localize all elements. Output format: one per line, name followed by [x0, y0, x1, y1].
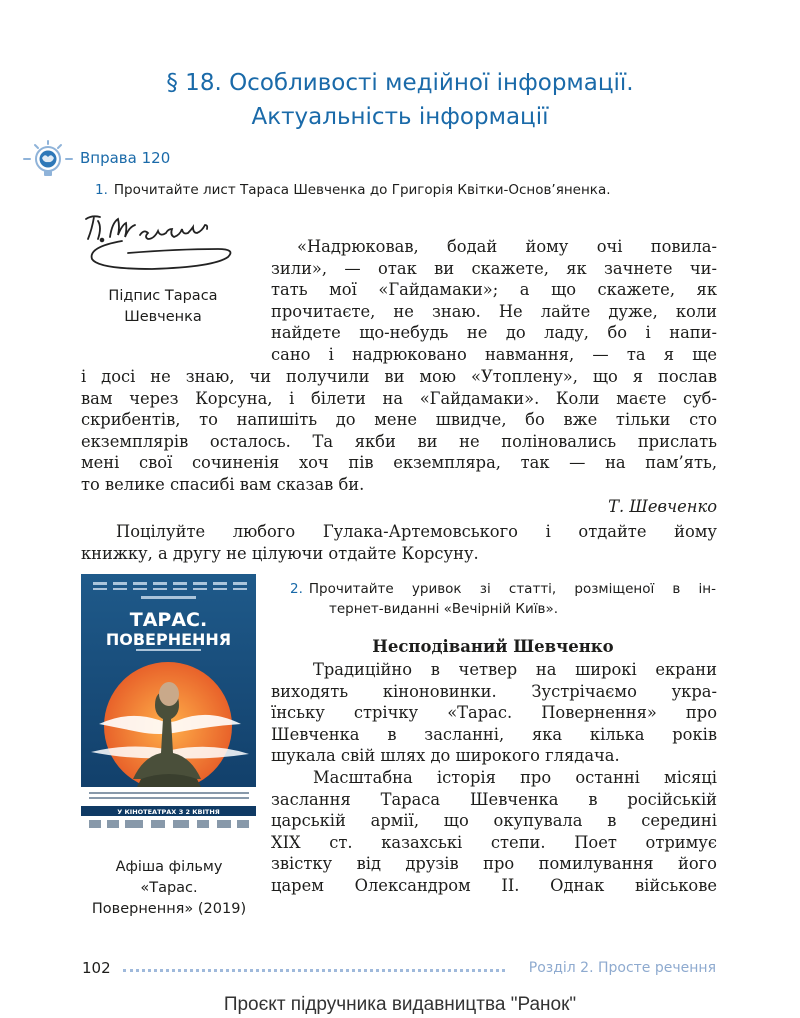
text-line: «Надрюковав, бодай йому очі повила- — [297, 237, 717, 256]
task-1-text: Прочитайте лист Тараса Шевченка до Григорія Квітки-Основ’яненка. — [113, 182, 611, 198]
task-2-line-2: тернет-виданні «Вечірній Київ». — [329, 601, 559, 617]
text-line: прочитаєте, не знаю. Не лайте дуже, коли — [271, 301, 717, 321]
task-1-number: 1. — [95, 182, 108, 198]
task-2-number: 2. — [290, 581, 303, 597]
letter-text-top — [271, 236, 717, 366]
letter-postscript — [81, 521, 717, 564]
shevchenko-signature-image — [82, 207, 244, 279]
text-line: сано і надрюковано навмання, — та я ще — [271, 344, 717, 364]
page-number: 102 — [82, 959, 111, 977]
text-line: мені свої сочиненія хоч пів екземпляра, так — на пам’ять, — [81, 453, 717, 473]
footer-section-title: Розділ 2. Просте речення — [528, 960, 716, 976]
exercise-label: Вправа 120 — [80, 149, 171, 167]
text-line: царем Олександром II. Однак військове — [271, 875, 717, 895]
text-line: тать мої «Гайдамаки»; а що скажете, як — [271, 280, 717, 300]
text-line: царській армії, що окупувала в середині — [271, 811, 717, 831]
poster-title-line-2: ПОВЕРНЕННЯ — [105, 630, 232, 649]
text-line: Традиційно в четвер на широкі екрани — [313, 660, 717, 679]
text-line: вам через Корсуна, і білети на «Гайдамаки». Коли маєте суб- — [81, 388, 717, 408]
article-heading: Несподіваний Шевченко — [372, 637, 614, 656]
text-line: Поцілуйте любого Гулака-Артемовського і отдайте йому — [116, 522, 717, 541]
text-line: їнську стрічку «Тарас. Повернення» про — [271, 703, 717, 723]
text-line: книжку, а другу не цілуючи отдайте Корсуну. — [81, 543, 479, 563]
page-title-line-1: § 18. Особливості медійної інформації. — [166, 70, 634, 96]
poster-caption-line-2: «Тарас. — [140, 880, 198, 896]
task-2 — [290, 579, 716, 619]
text-line: виходять кіноновинки. Зустрічаємо укра- — [271, 681, 717, 701]
text-line: і досі не знаю, чи получили ви мою «Утоплену», що я послав — [81, 367, 717, 386]
page-title-line-2: Актуальність інформації — [251, 104, 549, 130]
text-line: найдете що-небудь не до ладу, бо і напи- — [271, 323, 717, 343]
movie-poster-image — [81, 574, 256, 835]
poster-caption-line-3: Повернення» (2019) — [91, 901, 247, 917]
signature-caption-line-1: Підпис Тараса — [108, 288, 218, 304]
task-2-line-1: Прочитайте уривок зі статті, розміщеної в ін- — [308, 581, 716, 597]
task-1 — [95, 180, 611, 200]
poster-caption — [74, 857, 264, 920]
letter-signature: Т. Шевченко — [608, 497, 717, 516]
signature-caption-line-2: Шевченка — [124, 309, 202, 325]
bottom-note: Проєкт підручника видавництва "Ранок" — [223, 994, 577, 1015]
text-line: Масштабна історія про останні місяці — [313, 767, 717, 787]
signature-caption — [86, 286, 240, 328]
letter-text-bottom — [81, 366, 717, 496]
page-title — [0, 66, 800, 134]
footer-dotted-divider — [123, 969, 505, 972]
poster-release-text: У КІНОТЕАТРАХ З 2 КВІТНЯ — [117, 808, 220, 816]
article-text — [271, 659, 717, 897]
text-line: екземплярів осталось. Та якби ви не поліновались прислать — [81, 431, 717, 451]
text-line: зили», — отак ви скажете, як зачнете чи- — [271, 258, 717, 278]
poster-caption-line-1: Афіша фільму — [115, 859, 223, 875]
text-line: шукала свій шлях до широкого глядача. — [271, 746, 620, 766]
text-line: то велике спасибі вам сказав би. — [81, 474, 365, 494]
poster-title-line-1: ТАРАС. — [129, 609, 208, 631]
text-line: Шевченка в засланні, яка кілька років — [271, 724, 717, 744]
text-line: заслання Тараса Шевченка в російській — [271, 789, 717, 809]
text-line: звістку від друзів про помилування його — [271, 854, 717, 874]
lightbulb-brain-icon — [20, 140, 76, 182]
text-line: XIX ст. казахські степи. Поет отримує — [271, 832, 717, 852]
text-line: скрибентів, то напишіть до мене швидче, бо вже тільки сто — [81, 410, 717, 430]
